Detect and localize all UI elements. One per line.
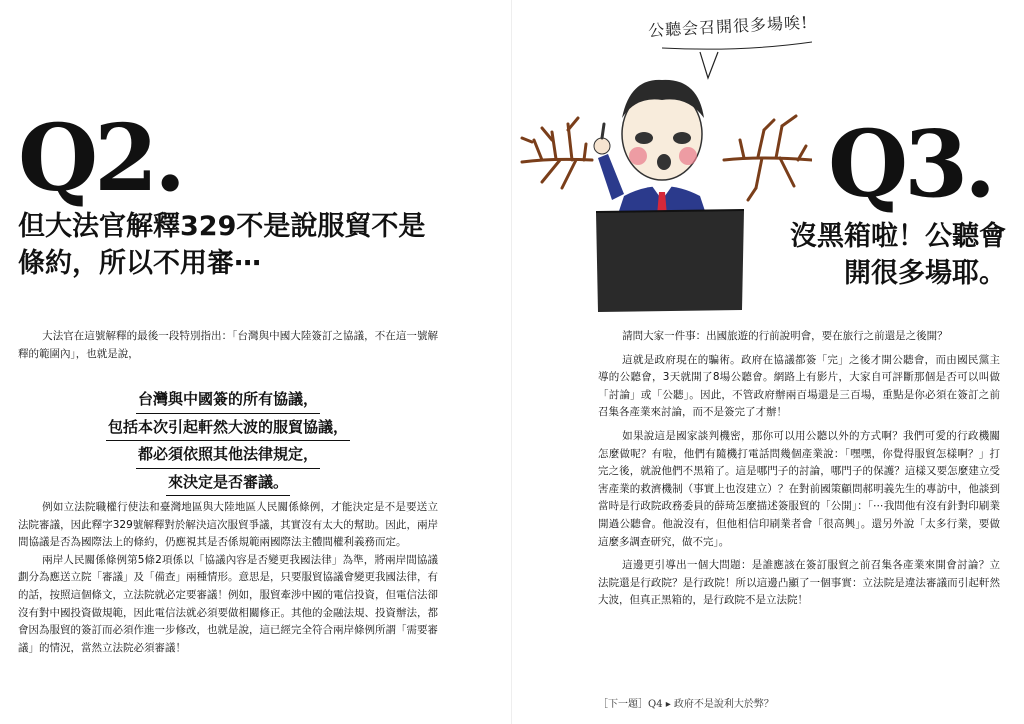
pullquote-line: 都必須依照其他法律規定， <box>136 441 320 469</box>
question-number-q2: Q2. <box>18 104 183 212</box>
question-number-q3: Q3. <box>828 110 993 218</box>
q2-paragraph-1: 大法官在這號解釋的最後一段特別指出：「台灣與中國大陸簽訂之協議，不在這一號解釋的範圍內」，也就是說， <box>18 330 438 360</box>
q3-body <box>598 328 1000 610</box>
q3-paragraph-1: 請問大家一件事：出國旅遊的行前說明會，要在旅行之前還是之後開？ <box>622 330 948 342</box>
speech-bubble-text: 公聽会召開很多場唉! <box>647 12 809 41</box>
next-question-link[interactable]: ［下一題］Q4 ▸ 政府不是說利大於弊？ <box>598 699 774 710</box>
q2-body <box>18 499 438 657</box>
q2-headline: 但大法官解釋329不是說服貿不是條約，所以不用審⋯ <box>18 211 426 279</box>
q2-paragraph-3: 兩岸人民關係條例第5條2項係以「協議內容是否變更我國法律」為準，將兩岸間協議劃分為應送立院「審議」及「備查」兩種情形。意思是，只要服貿協議會變更我國法律，有的話，按照這個條文，立法院就必定要審議！例如，服貿牽涉中國的電信投資，但電信法卻沒有對中國投資做規範，因此電信法就必須要做相關修正。其他的金融法規、投資辦法，都會因為服貿的簽訂而必須作進一步修改，也就是說，這已經完全符合兩岸條例所謂「需要審議」的情況，當然立法院必須審議！ <box>18 553 438 654</box>
q2-pullquote <box>40 386 416 496</box>
q2-intro-paragraph <box>18 328 438 363</box>
pullquote-line: 來決定是否審議。 <box>166 469 290 497</box>
q3-headline <box>706 218 1006 292</box>
q3-paragraph-2: 這就是政府現在的騙術。政府在協議都簽「完」之後才開公聽會，而由國民黨主導的公聽會，3天就開了8場公聽會。網路上有影片，大家自可評斷那個是否可以叫做「討論」或「公聽」。因此，不管政府辦兩百場還是三百場，重點是你必須在簽訂之前召集各產業來討論，而不是簽完了才辦！ <box>598 353 1000 419</box>
pullquote-line: 包括本次引起軒然大波的服貿協議， <box>106 414 350 442</box>
pullquote-line: 台灣與中國簽的所有協議， <box>136 386 320 414</box>
q2-paragraph-2: 例如立法院職權行使法和臺灣地區與大陸地區人民關係條例，才能決定是不是要送立法院審議，因此釋字329號解釋對於解決這次服貿爭議，其實沒有太大的幫助。因此，兩岸間協議是否為國際法上的條約，仍應視其是否係規範兩國際法主體間權利義務而定。 <box>18 501 438 549</box>
q3-headline-line1: 沒黑箱啦！公聽會 <box>790 221 1006 252</box>
q3-paragraph-3: 如果說這是國家談判機密，那你可以用公聽以外的方式啊？我們可愛的行政機關怎麼做呢？有啦，他們有隨機打電話問幾個產業說：「嘿嘿，你覺得服貿怎樣啊？」打完之後，就說他們不黑箱了。這是哪門子的討論，哪門子的保護？這樣又要怎麼建立受害產業的救濟機制（事實上也沒建立）？在對前國策顧問郝明義先生的專訪中，他談到當時是行政院政務委員的薛琦怎麼描述簽服貿的「公開」：「⋯我問他有沒有針對印刷業開過公聽會。他說沒有，但他相信印刷業者會「很高興」。還另外說「太多行業，要做這麼多調查研究，做不完」。 <box>598 429 1000 548</box>
q3-paragraph-4: 這邊更引導出一個大問題：是誰應該在簽訂服貿之前召集各產業來開會討論？立法院還是行政院？是行政院！所以這邊凸顯了一個事實：立法院是違法審議而引起軒然大波，但真正黑箱的，是行政院不是立法院！ <box>598 559 1000 607</box>
q3-headline-line2: 開很多場耶。 <box>844 258 1006 289</box>
